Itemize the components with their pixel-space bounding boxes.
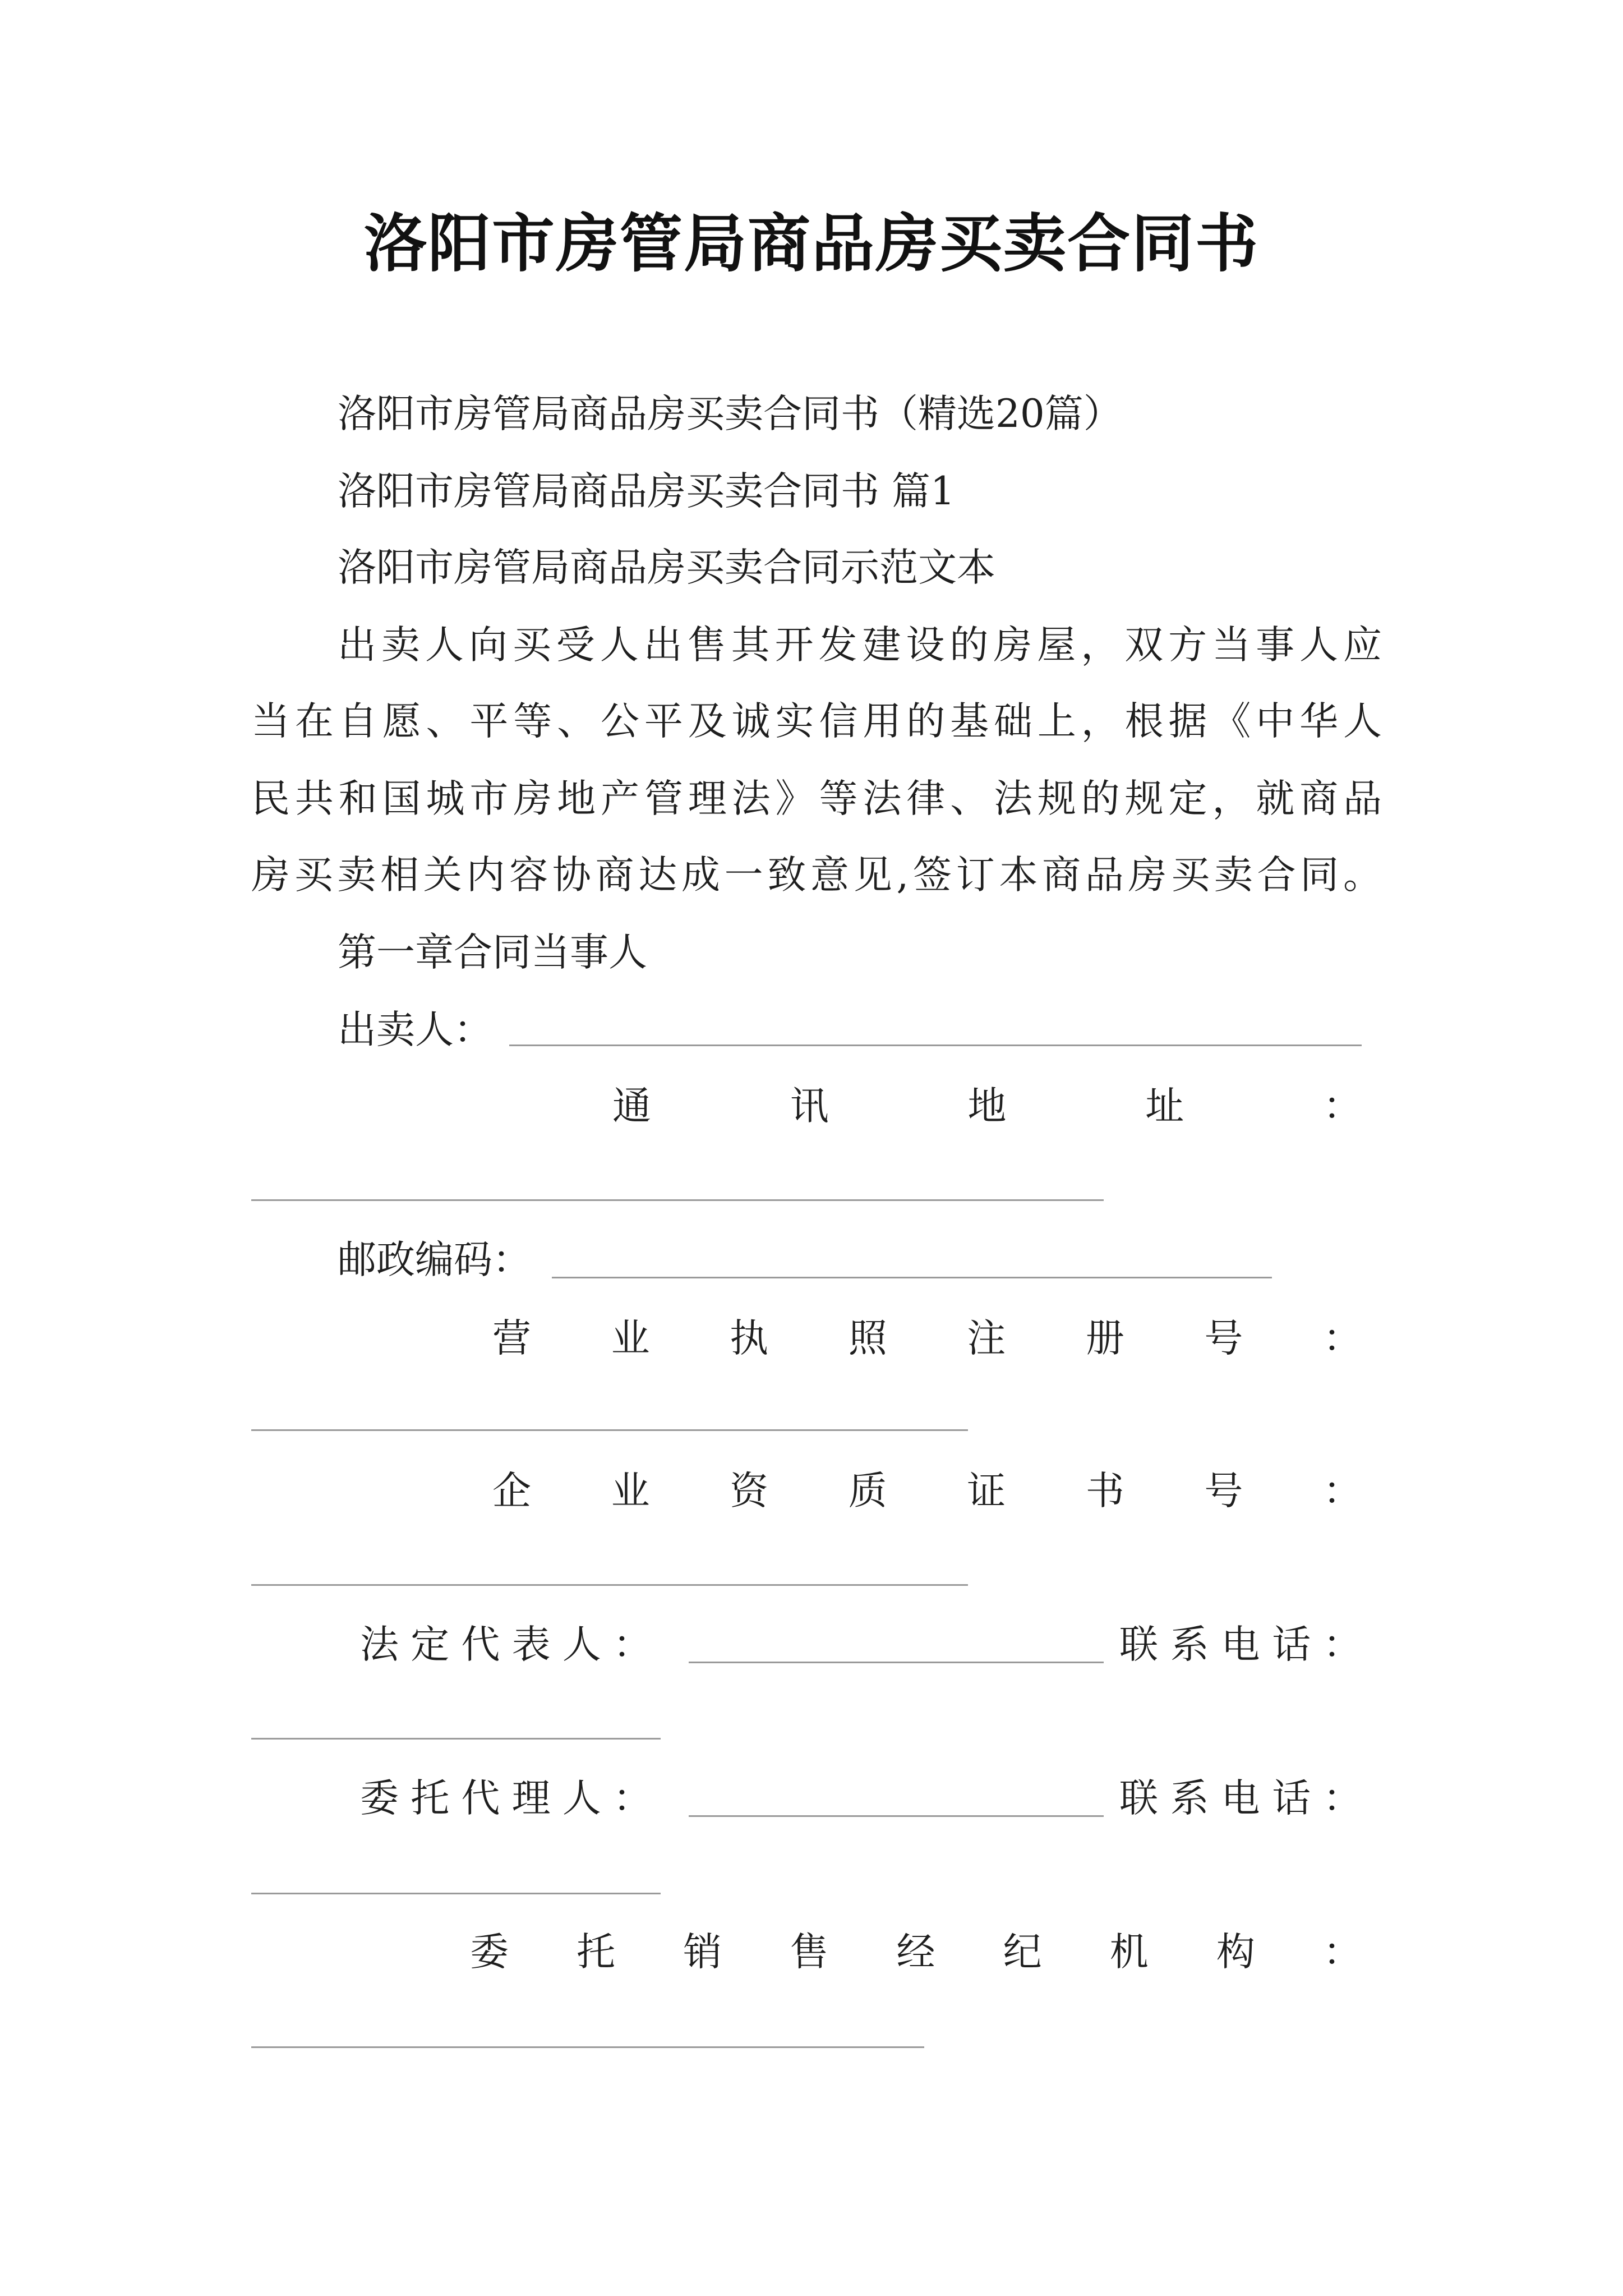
broker-blank: [251, 2046, 924, 2048]
qualification-blank: [251, 1584, 968, 1586]
agent-label: 委托代理人：: [360, 1776, 652, 1821]
paragraph-line: 房买卖相关内容协商达成一致意见,签订本商品房买卖合同。: [251, 853, 1382, 898]
address-label: 通讯地址：: [612, 1084, 1362, 1129]
collection-heading: 洛阳市房管局商品房买卖合同书（精选20篇）: [338, 392, 1122, 436]
legal-rep-label: 法定代表人：: [360, 1622, 652, 1667]
document-title: 洛阳市房管局商品房买卖合同书: [364, 208, 1259, 280]
license-blank: [251, 1429, 968, 1431]
paragraph-line: 出卖人向买受人出售其开发建设的房屋，双方当事人应: [338, 623, 1382, 668]
address-blank: [251, 1199, 1104, 1201]
license-label: 营业执照注册号：: [492, 1316, 1362, 1361]
agent-blank: [689, 1815, 1104, 1817]
template-heading: 洛阳市房管局商品房买卖合同示范文本: [338, 545, 995, 590]
seller-blank: [509, 1045, 1362, 1046]
postal-blank: [552, 1277, 1272, 1278]
legal-rep-blank: [689, 1662, 1104, 1663]
postal-label: 邮政编码：: [338, 1237, 531, 1282]
phone-label: 联系电话：: [1119, 1776, 1362, 1821]
phone-blank: [251, 1893, 661, 1894]
qualification-label: 企业资质证书号：: [492, 1469, 1362, 1513]
phone-label: 联系电话：: [1119, 1622, 1362, 1667]
article-heading: 洛阳市房管局商品房买卖合同书 篇1: [338, 469, 955, 514]
chapter-heading: 第一章合同当事人: [338, 930, 647, 975]
seller-label: 出卖人：: [338, 1007, 492, 1052]
paragraph-line: 当在自愿、平等、公平及诚实信用的基础上，根据《中华人: [251, 699, 1382, 744]
phone-blank: [251, 1738, 661, 1740]
paragraph-line: 民共和国城市房地产管理法》等法律、法规的规定，就商品: [251, 776, 1382, 821]
broker-label: 委托销售经纪机构：: [470, 1930, 1362, 1975]
